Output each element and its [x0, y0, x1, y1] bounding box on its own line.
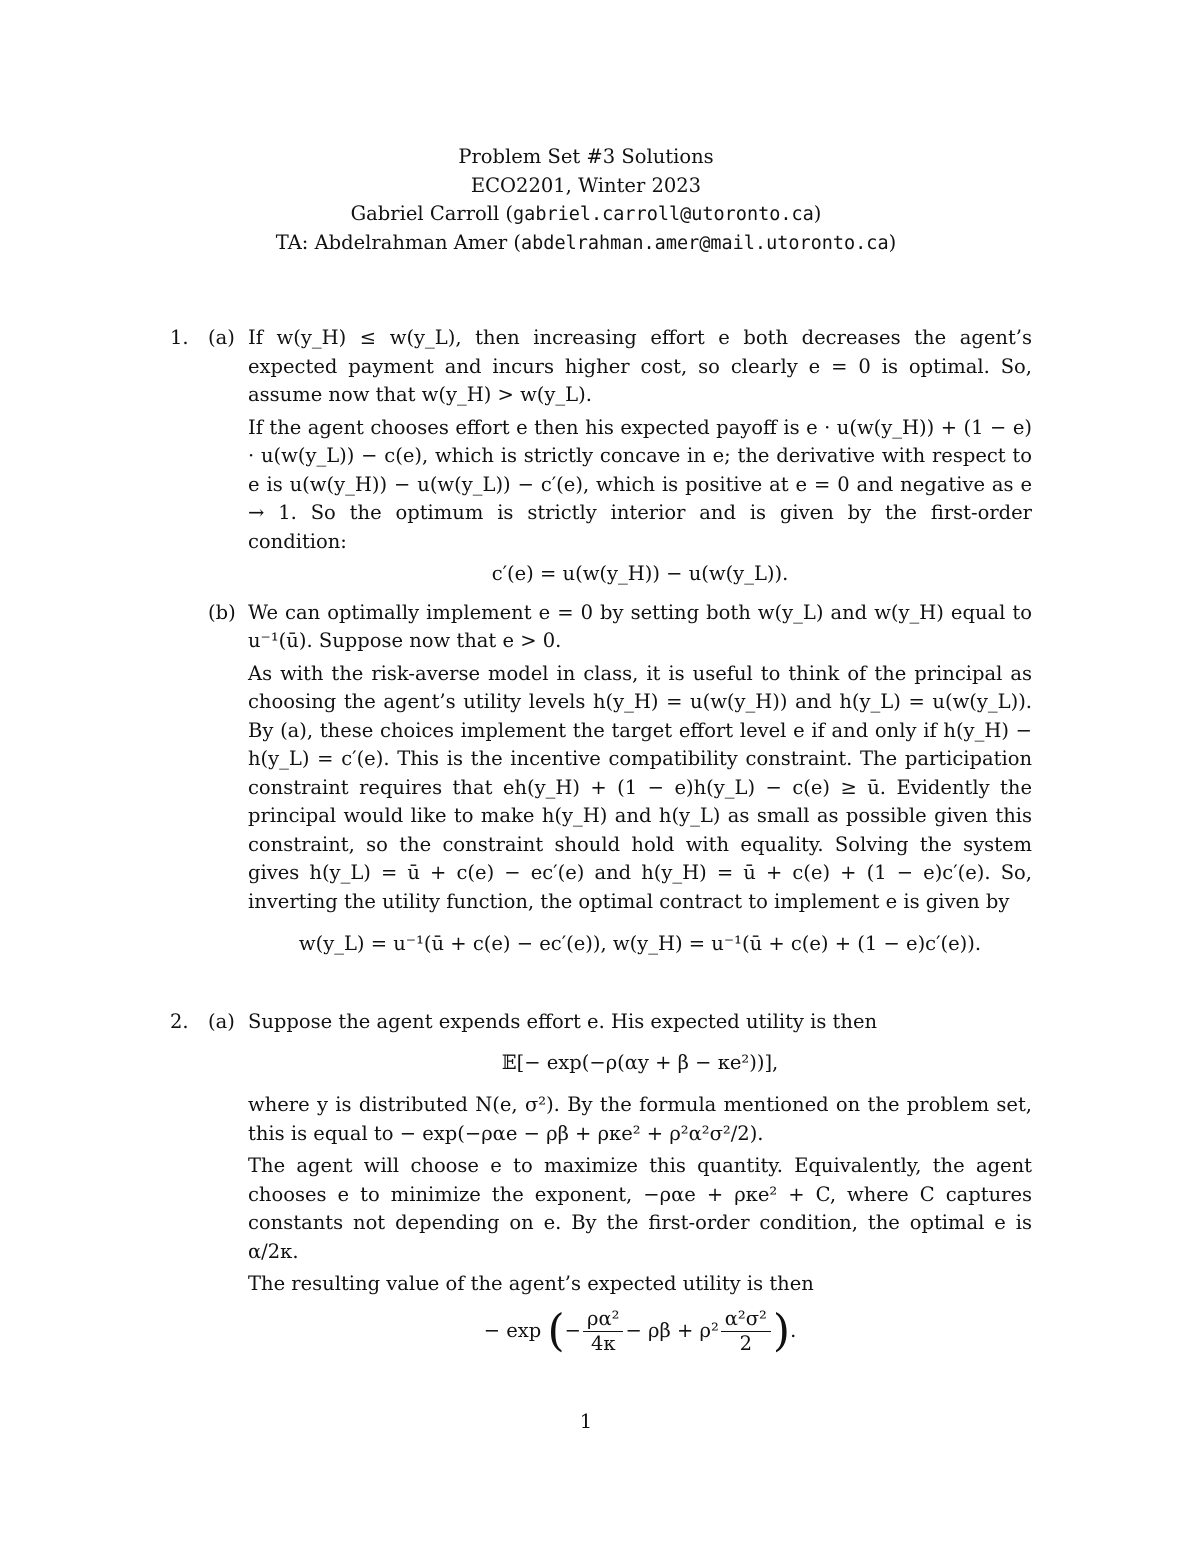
- resulting-utility-equation: [248, 1304, 1032, 1356]
- p2a-paragraph-4: The resulting value of the agent’s expected utility is then: [248, 1272, 814, 1295]
- fraction-1-numerator: ρα²: [583, 1307, 623, 1332]
- p2a-paragraph-1: Suppose the agent expends effort e. His expected utility is then: [248, 1010, 878, 1033]
- problem-set-title: Problem Set #3 Solutions: [458, 145, 714, 168]
- problem-2: [170, 1008, 1032, 1366]
- page-number: 1: [579, 1410, 593, 1433]
- ta-close: ): [888, 230, 897, 254]
- document-header: [0, 143, 1172, 257]
- fraction-1: [583, 1307, 623, 1356]
- instructor-close: ): [813, 202, 822, 225]
- fraction-2: [721, 1307, 771, 1356]
- fraction-2-denominator: 2: [739, 1331, 753, 1355]
- instructor-email: gabriel.carroll@utoronto.ca: [513, 204, 814, 225]
- first-order-condition-equation: c′(e) = u(w(y_H)) − u(w(y_L)).: [491, 562, 789, 585]
- p2a-paragraph-2: where y is distributed N(e, σ²). By the formula mentioned on the problem set, this is equal to − exp(−ραe − ρβ + ρκe² + ρ²α²σ²/2).: [248, 1093, 1032, 1145]
- problem-1-number: 1.: [170, 326, 189, 349]
- p2a-paragraph-3: The agent will choose e to maximize this quantity. Equivalently, the agent chooses e to minimize the exponent, −ραe + ρκe² + C, where C captures constants not depending on e. By the first-order condition, the optimal e is α/2κ.: [248, 1154, 1032, 1263]
- part-a-label: (a): [208, 1010, 235, 1033]
- eq-prefix: − exp: [483, 1318, 542, 1342]
- problem-1-part-b: [170, 599, 1032, 959]
- eq-middle: − ρβ + ρ²: [625, 1318, 719, 1342]
- p1b-paragraph-1: We can optimally implement e = 0 by setting both w(y_L) and w(y_H) equal to u⁻¹(ū). Suppose now that e > 0.: [248, 600, 1032, 652]
- problem-2-number: 2.: [170, 1010, 189, 1033]
- p1b-paragraph-2: As with the risk-averse model in class, it is useful to think of the principal as choosing the agent’s utility levels h(y_H) = u(w(y_H)) and h(y_L) = u(w(y_L)). By (a), these choices implement the target effort level e if and only if h(y_H) − h(y_L) = c′(e). This is the incentive compatibility constraint. The participation constraint requires that eh(y_H) + (1 − e)h(y_L) − c(e) ≥ ū. Evidently the principal would like to make h(y_H) and h(y_L) as small as possible given this constraint, so the constraint should hold with equality. Solving the system gives h(y_L) = ū + c(e) − ec′(e) and h(y_H) = ū + c(e) + (1 − e)c′(e). So, inverting the utility function, the optimal contract to implement e is given by: [248, 661, 1032, 913]
- optimal-contract-equation: w(y_L) = u⁻¹(ū + c(e) − ec′(e)), w(y_H) = u⁻¹(ū + c(e) + (1 − e)c′(e)).: [298, 932, 982, 955]
- ta-name: TA: Abdelrahman Amer (: [275, 230, 522, 254]
- p1a-paragraph-2: If the agent chooses effort e then his expected payoff is e · u(w(y_H)) + (1 − e) · u(w(y_L)) − c(e), which is strictly concave in e; the derivative with respect to e is u(w(y_H)) − u(w(y_L)) − c′(e), which is positive at e = 0 and negative as e → 1. So the optimum is strictly interior and is given by the first-order condition:: [248, 415, 1032, 553]
- fraction-2-numerator: α²σ²: [721, 1307, 771, 1332]
- left-paren: (: [547, 1304, 565, 1356]
- eq-end: .: [790, 1318, 797, 1342]
- p1a-paragraph-1: If w(y_H) ≤ w(y_L), then increasing effort e both decreases the agent’s expected payment and incurs higher cost, so clearly e = 0 is optimal. So, assume now that w(y_H) > w(y_L).: [248, 326, 1032, 406]
- problem-2-part-a: [170, 1008, 1032, 1356]
- problem-1-part-a: [170, 324, 1032, 589]
- expected-utility-equation: 𝔼[− exp(−ρ(αy + β − κe²))],: [501, 1050, 779, 1074]
- ta-line: [0, 229, 1172, 258]
- instructor-name: Gabriel Carroll (: [350, 202, 514, 225]
- course-line: ECO2201, Winter 2023: [470, 173, 702, 197]
- right-paren: ): [772, 1304, 791, 1356]
- problem-1: [170, 324, 1032, 969]
- eq-minus: −: [564, 1318, 582, 1342]
- ta-email: abdelrahman.amer@mail.utoronto.ca: [521, 232, 889, 254]
- part-b-label: (b): [208, 600, 236, 624]
- instructor-line: [0, 200, 1172, 229]
- fraction-1-denominator: 4κ: [590, 1331, 616, 1355]
- part-a-label: (a): [208, 326, 235, 349]
